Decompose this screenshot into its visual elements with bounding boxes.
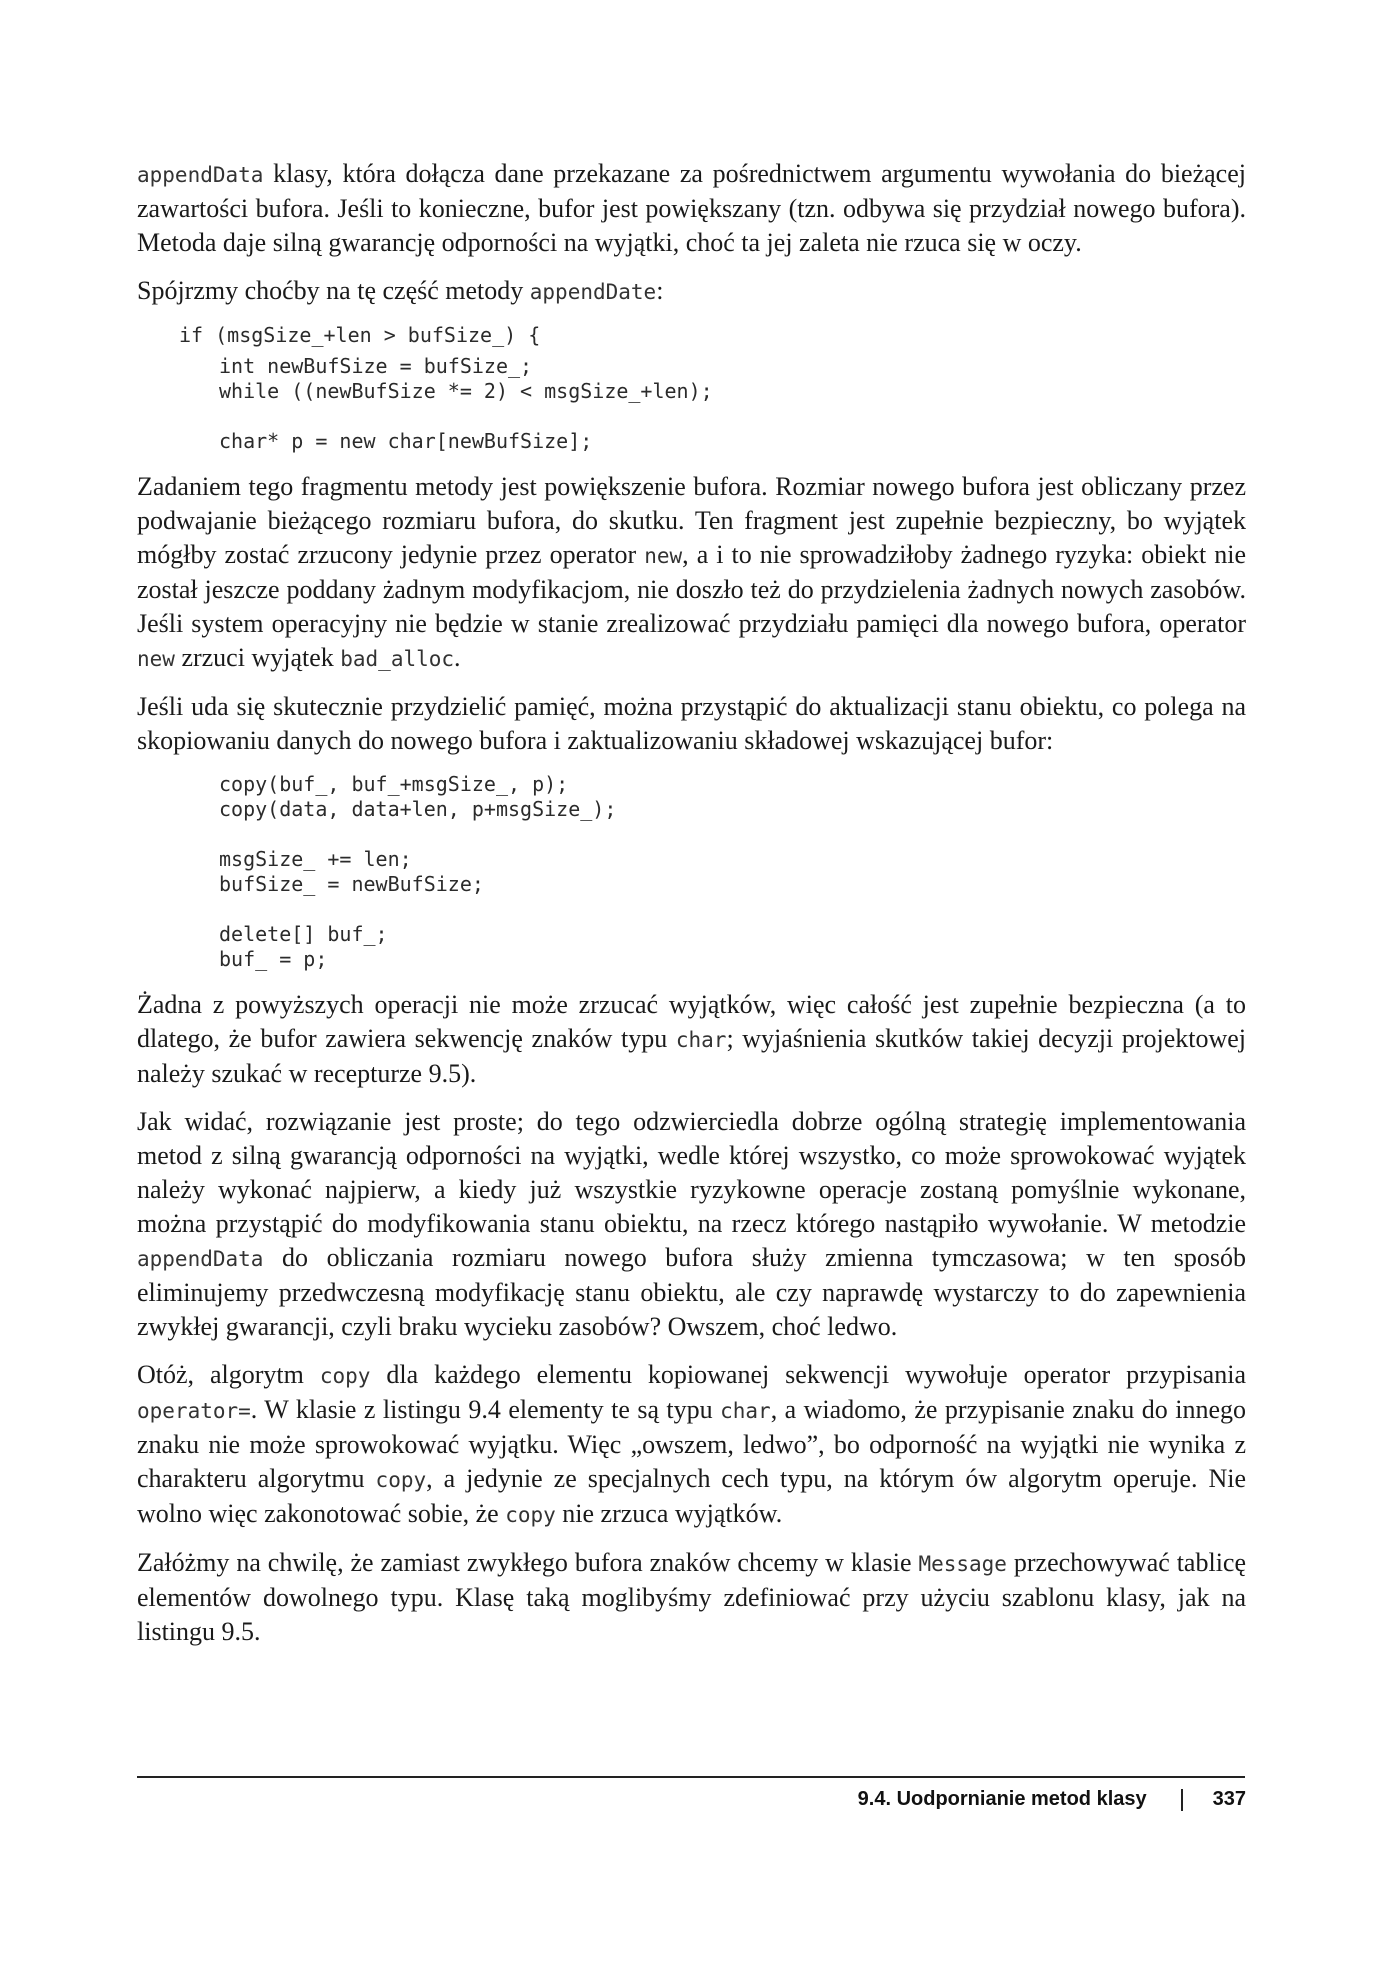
paragraph-3 <box>137 470 1246 676</box>
page-number: 337 <box>1212 1788 1246 1810</box>
paragraph-5 <box>137 988 1246 1091</box>
paragraph-2 <box>137 274 1246 309</box>
page-footer <box>858 1788 1246 1811</box>
text-run: ; wyjaśnienia skutków takiej decyzji projektowej należy szukać w recepturze 9.5). <box>137 1024 1247 1088</box>
text-run: Jak widać, rozwiązanie jest proste; do tego odzwierciedla dobrze ogólną strategię implementowania metod z silną gwarancją odporności na wyjątki, wedle której wszystko, co może sprowokować wyjątek należy wykonać najpierw, a kiedy już wszystkie ryzykowne operacje zostaną pomyślnie wykonane, można przystąpić do modyfikowania stanu obiektu, na rzecz którego nastąpiło wywołanie. W metodzie <box>137 1107 1246 1238</box>
inline-code: copy <box>505 1503 556 1527</box>
text-run: Spójrzmy choćby na tę część metody <box>137 276 530 305</box>
code-block: int newBufSize = bufSize_; while ((newBufSize *= 2) < msgSize_+len); char* p = new char[newBufSize]; <box>219 354 713 453</box>
paragraph-4 <box>137 690 1246 758</box>
footer-rule <box>137 1776 1245 1778</box>
code-block: copy(buf_, buf_+msgSize_, p); copy(data, data+len, p+msgSize_); msgSize_ += len; bufSize_ = newBufSize; delete[] buf_; buf_ = p; <box>219 772 617 971</box>
text-run: , a i to nie sprowadziłoby żadnego ryzyka: obiekt nie został jeszcze poddany żadnym modyfikacjom, nie doszło też do przydzielenia żadnych nowych zasobów. Jeśli system operacyjny nie będzie w stanie zrealizować przydziału pamięci dla nowego bufora, operator <box>137 540 1246 638</box>
text-run: przechowywać tablicę elementów dowolnego typu. Klasę taką moglibyśmy zdefiniować przy użyciu szablonu klasy, jak na listingu 9.5. <box>137 1548 1246 1646</box>
inline-code: appendData <box>137 1247 264 1271</box>
paragraph-8 <box>137 1546 1246 1649</box>
inline-code: copy <box>375 1468 427 1492</box>
inline-code: char <box>720 1399 771 1423</box>
page-body <box>137 157 1246 1663</box>
text-run: . W klasie z listingu 9.4 elementy te są typu <box>250 1395 721 1424</box>
text-run: nie zrzuca wyjątków. <box>555 1499 783 1528</box>
footer-section-title: 9.4. Uodpornianie metod klasy <box>857 1788 1147 1810</box>
inline-code: new <box>644 544 683 568</box>
text-run: dla każdego elementu kopiowanej sekwencji wywołuje operator przypisania <box>370 1360 1246 1389</box>
text-run: Żadna z powyższych operacji nie może zrzucać wyjątków, więc całość jest zupełnie bezpieczna (a to dlatego, że bufor zawiera sekwencję znaków typu <box>137 990 1246 1053</box>
text-run: Zadaniem tego fragmentu metody jest powiększenie bufora. Rozmiar nowego bufora jest obliczany przez podwajanie bieżącego rozmiaru bufora, do skutku. Ten fragment jest zupełnie bezpieczny, bo wyjątek mógłby zostać zrzucony jedynie przez operator <box>137 472 1246 569</box>
inline-code: operator= <box>137 1399 251 1423</box>
inline-code: copy <box>319 1364 371 1388</box>
text-run: Otóż, algorytm <box>137 1360 320 1389</box>
footer-separator <box>1181 1789 1183 1811</box>
text-run: : <box>656 276 664 305</box>
paragraph-1 <box>137 157 1246 260</box>
inline-code: Message <box>918 1552 1007 1576</box>
text-run: klasy, która dołącza dane przekazane za pośrednictwem argumentu wywołania do bieżącej zawartości bufora. Jeśli to konieczne, bufor jest powiększany (tzn. odbywa się przydział nowego bufora). Metoda daje silną gwarancję odporności na wyjątki, choć ta jej zaleta nie rzuca się w oczy. <box>137 159 1246 257</box>
inline-code: appendDate <box>529 280 657 304</box>
text-run: , a wiadomo, że przypisanie znaku do innego znaku nie może sprowokować wyjątku. Więc „owszem, ledwo”, bo odporność na wyjątki nie wynika z charakteru algorytmu <box>137 1395 1246 1493</box>
inline-code: bad_alloc <box>340 647 455 671</box>
inline-code: new <box>137 647 175 671</box>
text-run: Jeśli uda się skutecznie przydzielić pamięć, można przystąpić do aktualizacji stanu obiektu, co polega na skopiowaniu danych do nowego bufora i zaktualizowaniu składowej wskazującej bufor: <box>137 692 1246 755</box>
text-run: . <box>454 643 461 672</box>
paragraph-7 <box>137 1358 1246 1532</box>
text-run: , a jedynie ze specjalnych cech typu, na którym ów algorytm operuje. Nie wolno więc zakonotować sobie, że <box>137 1464 1246 1528</box>
text-run: Załóżmy na chwilę, że zamiast zwykłego bufora znaków chcemy w klasie <box>137 1548 919 1577</box>
inline-code: char <box>675 1028 727 1052</box>
text-run: zrzuci wyjątek <box>174 643 341 672</box>
paragraph-6 <box>137 1105 1246 1344</box>
inline-code: appendData <box>137 163 264 187</box>
code-line: if (msgSize_+len > bufSize_) { <box>179 323 541 347</box>
text-run: do obliczania rozmiaru nowego bufora służy zmienna tymczasowa; w ten sposób eliminujemy przedwczesną modyfikację stanu obiektu, ale czy naprawdę wystarczy to do zapewnienia zwykłej gwarancji, czyli braku wycieku zasobów? Owszem, choć ledwo. <box>137 1243 1246 1341</box>
